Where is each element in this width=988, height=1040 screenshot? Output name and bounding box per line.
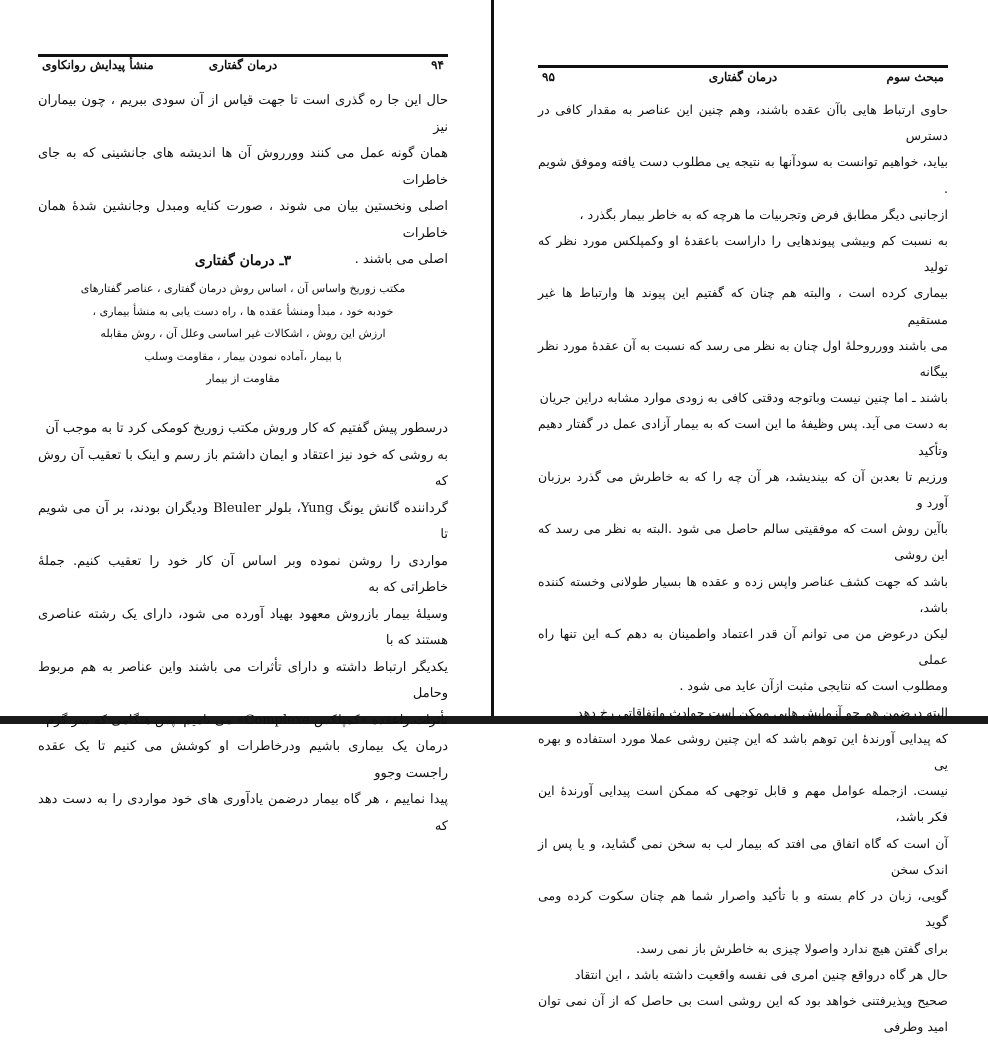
left-body-paragraph	[38, 416, 448, 840]
text-line: گویی، زبان در کام بسته و با تأکید واصرار شما هم چنان سکوت کرده ومی گوید	[538, 888, 948, 930]
text-line: درمان یک بیماری باشیم ودرخاطرات او کوشش می کنیم تا یک عقده راجست وجوو	[38, 739, 448, 781]
text-line: به روشی که خود نیز اعتقاد و ایمان داشتم باز رسم و اینک با تعقیب آن روش که	[38, 447, 448, 489]
text-line: یکدیگر ارتباط داشته و دارای تأثرات می باشند واین عناصر به هم مربوط وحامل	[38, 659, 448, 701]
section-title: ۳ـ درمان گفتاری	[194, 253, 292, 269]
text-line: مواردی را روشن نموده وبر اساس آن کار خود را تعقیب کنیم. جملهٔ خاطراتی که به	[38, 553, 448, 595]
text-line: که پیدایی آورندهٔ این توهم باشد که این چنین روشی عملا مورد استفاده و بهره یی	[538, 730, 948, 773]
text-line: باشد که جهت کشف عناصر واپس زده و عقده ها بسیار طولانی وخسته کننده باشد،	[538, 573, 948, 615]
summary-line: خودبه خود ، مبدأ ومنشأ عقده ها ، راه دست یابی به منشأ بیماری ،	[92, 304, 394, 318]
text-line: لیکن درعوض من می توانم آن قدر اعتماد واطمینان به دهم کـه این تنها راه عملی	[538, 626, 948, 668]
right-header-title: درمان گفتاری	[708, 70, 778, 84]
text-line: بیاید، خواهیم توانست به سودآنها به نتیجه یی مطلوب دست یافته وموفق شویم .	[538, 154, 948, 196]
text-line: وسیلهٔ بیمار بازروش معهود بهیاد آورده می شود، دارای یک رشته عناصری هستند که با	[38, 606, 448, 648]
text-line: آن است که گاه اتفاق می افتد که بیمار لب به سخن نمی گشاید، و یا پس از اندک سخن	[538, 835, 948, 877]
right-page-header	[538, 69, 948, 87]
text-line: حاوی ارتباط هایی باآن عقده باشند، وهم چنین این عناصر به مقدار کافی در دسترس	[538, 102, 948, 144]
left-header-section: منشأ پیدایش روانکاوی	[42, 58, 154, 72]
text-line: باآین روش است که موفقیتی سالم حاصل می شود .البته به نظر می رسد که این روشی	[538, 521, 948, 563]
left-page-header	[38, 57, 448, 75]
left-page	[38, 0, 449, 834]
right-page-number: ۹۵	[542, 70, 555, 84]
text-line: اصلی می باشند .	[354, 252, 448, 267]
text-line: همان گونه عمل می کنند وورروش آن ها اندیشه های جانشینی که به جای خاطرات	[38, 146, 448, 188]
text-line: به نسبت کم وبیشی پیوندهایی را داراست باعقدهٔ او وکمپلکس مورد نظر که تولید	[538, 233, 948, 275]
right-header-section: مبحث سوم	[886, 70, 944, 84]
text-line: بیماری کرده است ، والبته هم چنان که گفتیم این پیوند ها وارتباط ها غیر مستقیم	[538, 285, 948, 327]
text-line: ازجانبی دیگر مطابق فرض وتجربیات ما هرچه که به خاطر بیمار بگذرد ،	[579, 206, 948, 222]
text-line: حال این جا ره گذری است تا جهت قیاس از آن سودی ببریم ، چون بیماران نیز	[38, 93, 448, 135]
right-header-rule	[538, 65, 948, 68]
text-line: گرداننده گانش یونگ Yung، بلولر Bleuler ودیگران بودند، بر آن می شویم تا	[38, 500, 449, 542]
summary-line: با بیمار ،آماده نمودن بیمار ، مقاومت وسلب	[144, 349, 342, 363]
text-line: البته درضمن هم چو آزمایش هایی ممکن است حوادث واتفاقاتی رخ دهد	[577, 704, 948, 720]
text-line: صحیح وپذیرفتنی خواهد بود که این روشی است بی حاصل که از آن نمی توان امید وطرفی	[538, 992, 948, 1035]
text-line: پیدا نماییم ، هر گاه بیمار درضمن یادآوری های خود مواردی را به دست دهد که	[38, 792, 448, 834]
text-line: تأثرات راعقده «کمپلکس Complexe» می نامیم. پس هنگامی که سر گرم	[46, 712, 448, 728]
text-line: ومطلوب است که نتایجی مثبت ازآن عاید می شود .	[679, 678, 948, 694]
summary-line: ارزش این روش ، اشکالات غیر اساسی وعلل آن ، روش مقابله	[100, 327, 386, 341]
page-gutter-divider	[491, 0, 494, 724]
text-line: باشند ـ اما چنین نیست وباتوجه ودقتی کافی به زودی موارد مشابه دراین جریان	[539, 390, 948, 406]
text-line: می باشند وورروحلهٔ اول چنان به نظر می رسد که نسبت به آن عقدهٔ مورد نظر بیگانه	[538, 337, 948, 380]
text-line: برای گفتن هیچ ندارد واصولا چیزی به خاطرش باز نمی رسد.	[635, 940, 948, 956]
left-header-title: درمان گفتاری	[208, 58, 278, 72]
left-page-number: ۹۴	[431, 58, 444, 72]
summary-line: مقاومت از بیمار	[206, 372, 280, 386]
text-line: درسطور پیش گفتیم که کار وروش مکتب زوریخ کومکی کرد تا به موجب آن	[45, 421, 448, 436]
right-page	[538, 0, 948, 1035]
text-line: ورزیم تا بعدبن آن که بیندیشد، هر آن چه را که به خاطرش می گذرد برزبان آورد و	[538, 468, 948, 511]
text-line: حال هر گاه درواقع چنین امری فی نفسه واقعیت داشته باشد ، این انتقاد	[574, 966, 948, 982]
text-line: به دست می آید. پس وظیفهٔ ما این است که به بیمار آزادی عمل در گفتار دهیم وتأکید	[538, 416, 948, 458]
section-summary	[38, 278, 448, 391]
left-intro-paragraph	[38, 88, 448, 274]
summary-line: مکتب زوریخ واساس آن ، اساس روش درمان گفتاری ، عناصر گفتارهای	[80, 282, 406, 295]
text-line: نیست. ازجمله عوامل مهم و قابل توجهی که ممکن است پیدایی آورندهٔ این فکر باشد،	[538, 783, 948, 825]
right-body-text	[538, 97, 948, 1040]
text-line: اصلی ونخستین بیان می شوند ، صورت کنایه ومبدل وجانشین شدهٔ همان خاطرات	[38, 199, 448, 241]
